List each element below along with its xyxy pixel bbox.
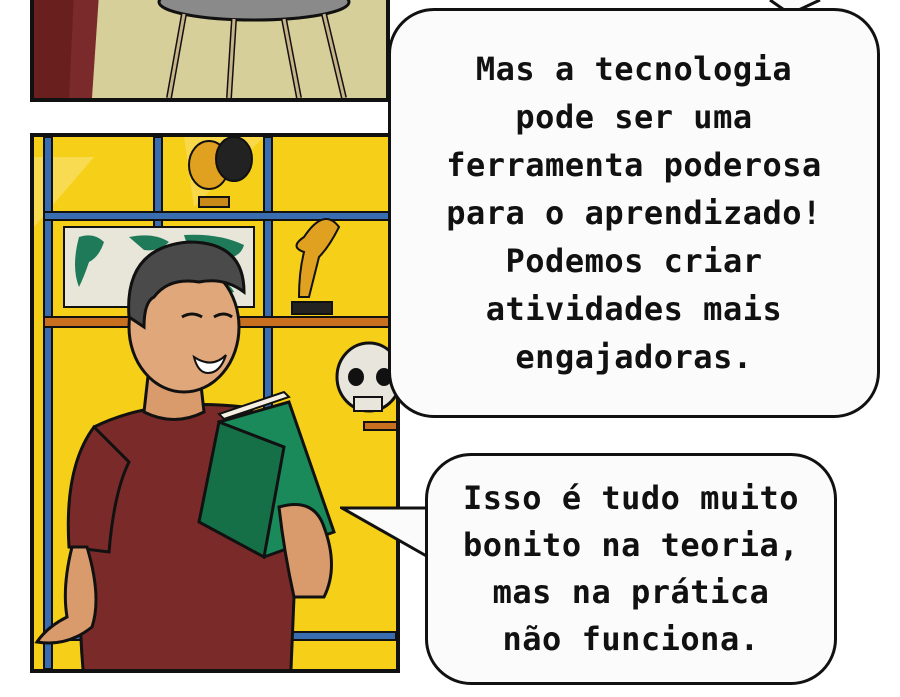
bubble-1-line: ferramenta poderosa xyxy=(446,146,822,184)
bubble-2-line: não funciona. xyxy=(502,620,760,658)
bubble-1-line: Mas a tecnologia xyxy=(475,50,793,88)
comic-panel-top xyxy=(30,0,390,102)
speech-bubble-2 xyxy=(425,453,837,685)
bubble-1-line: para o aprendizado! xyxy=(446,194,822,232)
comic-panel-main xyxy=(30,133,400,673)
bubble-1-line: pode ser uma xyxy=(515,98,753,136)
teacher-scene xyxy=(34,137,396,669)
bubble-2-tail xyxy=(340,500,435,570)
bubble-2-line: bonito na teoria, xyxy=(462,526,799,564)
bubble-1-line: engajadoras. xyxy=(515,338,753,376)
bubble-2-line: Isso é tudo muito xyxy=(462,479,799,517)
speech-bubble-1 xyxy=(388,8,880,418)
bubble-1-line: atividades mais xyxy=(485,290,783,328)
panel-top-art xyxy=(34,0,386,98)
bubble-2-line: mas na prática xyxy=(492,573,770,611)
bubble-1-line: Podemos criar xyxy=(505,242,763,280)
